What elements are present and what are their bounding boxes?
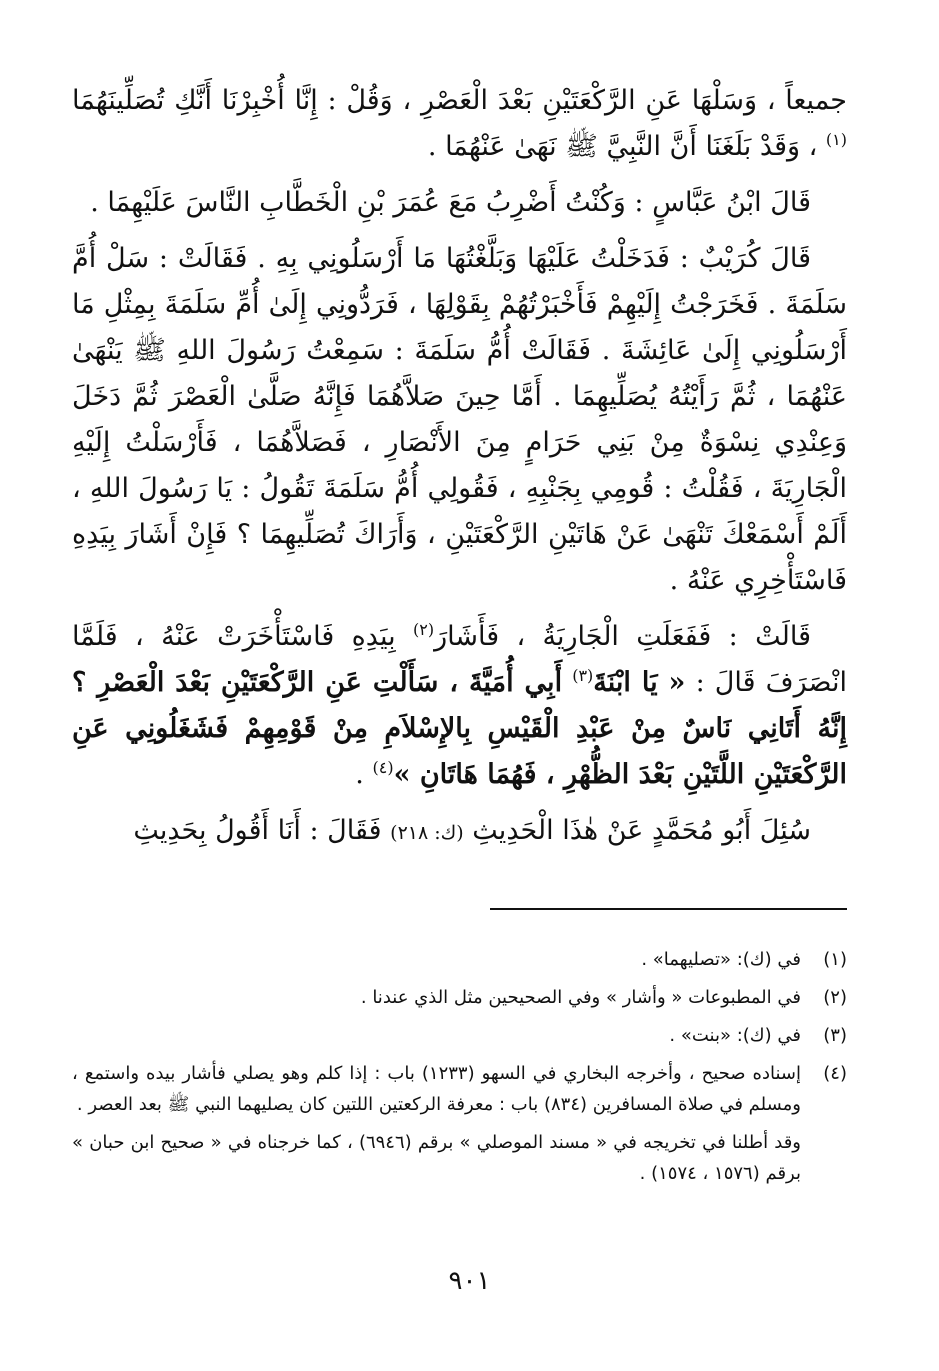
paragraph-2	[72, 180, 847, 226]
paragraph-5-text-a: سُئِلَ أَبُو مُحَمَّدٍ عَنْ هٰذَا الْحَدِيثِ	[472, 815, 811, 846]
paragraph-2-text: قَالَ ابْنُ عَبَّاسٍ : وَكُنْتُ أَضْرِبُ مَعَ عُمَرَ بْنِ الْخَطَّابِ النَّاسَ عَلَيْهِمَا .	[90, 187, 811, 218]
paragraph-3-text: قَالَ كُرَيْبٌ : فَدَخَلْتُ عَلَيْهَا وَبَلَّغْتُهَا مَا أَرْسَلُونِي بِهِ . فَقَالَتْ : سَلْ أُمَّ سَلَمَةَ . فَخَرَجْتُ إِلَيْهِمْ فَأَخْبَرْتُهُمْ بِقَوْلِهَا ، فَرَدُّونِي إِلَىٰ أُمِّ سَلَمَةَ بِمِثْلِ مَا أَرْسَلُونِي إِلَىٰ عَائِشَةَ . فَقَالَتْ أُمُّ سَلَمَةَ : سَمِعْتُ رَسُولَ اللهِ ﷺ يَنْهَىٰ عَنْهُمَا ، ثُمَّ رَأَيْتُهُ يُصَلِّيهِمَا . أَمَّا حِينَ صَلاَّهُمَا فَإِنَّهُ صَلَّىٰ الْعَصْرَ ثُمَّ دَخَلَ وَعِنْدِي نِسْوَةٌ مِنْ بَنِي حَرَامٍ مِنَ الأَنْصَارِ ، فَصَلاَّهُمَا ، فَأَرْسَلْتُ إِلَيْهِ الْجَارِيَةَ ، فَقُلْتُ : قُومِي بِجَنْبِهِ ، فَقُولِي أُمُّ سَلَمَةَ تَقُولُ : يَا رَسُولَ اللهِ ، أَلَمْ أَسْمَعْكَ تَنْهَىٰ عَنْ هَاتَيْنِ الرَّكْعَتَيْنِ ، وَأَرَاكَ تُصَلِّيهِمَا ؟ فَإِنْ أَشَارَ بِيَدِهِ فَاسْتَأْخِرِي عَنْهُ .	[72, 243, 847, 596]
footnotes	[72, 944, 847, 1189]
page-number: ٩٠١	[448, 1266, 491, 1296]
footnote-text: في (ك): «تصليهما» .	[641, 949, 801, 970]
footnote-4-continuation: وقد أطلنا في تخريجه في « مسند الموصلي » برقم (٦٩٤٦) ، كما خرجناه في « صحيح ابن حبان » برقم (١٥٧٦ ، ١٥٧٤) .	[72, 1132, 801, 1184]
hadith-quote-b: أَبِي أُمَيَّةَ ، سَأَلْتِ عَنِ الرَّكْعَتَيْنِ بَعْدَ الْعَصْرِ ؟ إِنَّهُ أَتَانِي نَاسٌ مِنْ عَبْدِ الْقَيْسِ بِالإِسْلاَمِ مِنْ قَوْمِهِمْ فَشَغَلُونِي عَنِ الرَّكْعَتَيْنِ اللَّتَيْنِ بَعْدَ الظُّهْرِ ، فَهُمَا هَاتَانِ »	[72, 667, 847, 790]
footnote-divider	[490, 908, 847, 910]
footnote-3	[72, 1020, 847, 1051]
footnote-number: (٤)	[823, 1063, 847, 1084]
footnote-number: (١)	[823, 949, 847, 970]
paragraph-4	[72, 614, 847, 798]
paragraph-1-text: جميعاً ، وَسَلْهَا عَنِ الرَّكْعَتَيْنِ بَعْدَ الْعَصْرِ ، وَقُلْ : إِنَّا أُخْبِرْنَا أَنَّكِ تُصَلِّينَهُمَا	[72, 85, 847, 116]
footnote-number: (٣)	[823, 1025, 847, 1046]
footnote-ref-2: (٢)	[413, 620, 435, 639]
paragraph-4-end: .	[355, 759, 364, 790]
paragraph-5-text-b: فَقَالَ : أَنَا أَقُولُ بِحَدِيثِ	[133, 815, 382, 846]
paragraph-1-tail: ، وَقَدْ بَلَغَنَا أَنَّ النَّبِيَّ ﷺ نَهَىٰ عَنْهُمَا .	[427, 131, 818, 162]
paragraph-4-text-b: بِيَدِهِ فَاسْتَأْخَرَتْ عَنْهُ ، فَلَمَّا انْصَرَفَ قَالَ :	[72, 621, 847, 698]
paragraph-3	[72, 236, 847, 604]
footnote-2	[72, 982, 847, 1013]
footnote-text: في (ك): «بنت» .	[669, 1025, 801, 1046]
footnote-text: في المطبوعات « وأشار » وفي الصحيحين مثل الذي عندنا .	[360, 987, 801, 1008]
footnote-1	[72, 944, 847, 975]
footnote-4	[72, 1058, 847, 1120]
footnote-text: إسناده صحيح ، وأخرجه البخاري في السهو (١٢٣٣) باب : إذا كلم وهو يصلي فأشار بيده واستمع ، ومسلم في صلاة المسافرين (٨٣٤) باب : معرفة الركعتين اللتين كان يصليهما النبي ﷺ بعد العصر .	[72, 1063, 801, 1115]
footnote-ref-3: (٣)	[572, 666, 594, 685]
footnote-ref-4: (٤)	[372, 758, 394, 777]
main-text	[72, 78, 847, 856]
citation-reference: (ك: ٢١٨)	[390, 822, 464, 844]
paragraph-4-text-a: قَالَتْ : فَفَعَلَتِ الْجَارِيَةُ ، فَأَشَارَ	[434, 621, 811, 652]
paragraph-5	[72, 808, 847, 856]
hadith-quote-a: « يَا ابْنَةَ	[593, 667, 686, 698]
footnote-number: (٢)	[823, 987, 847, 1008]
paragraph-1	[72, 78, 847, 170]
footnote-ref-1: (١)	[825, 130, 847, 149]
